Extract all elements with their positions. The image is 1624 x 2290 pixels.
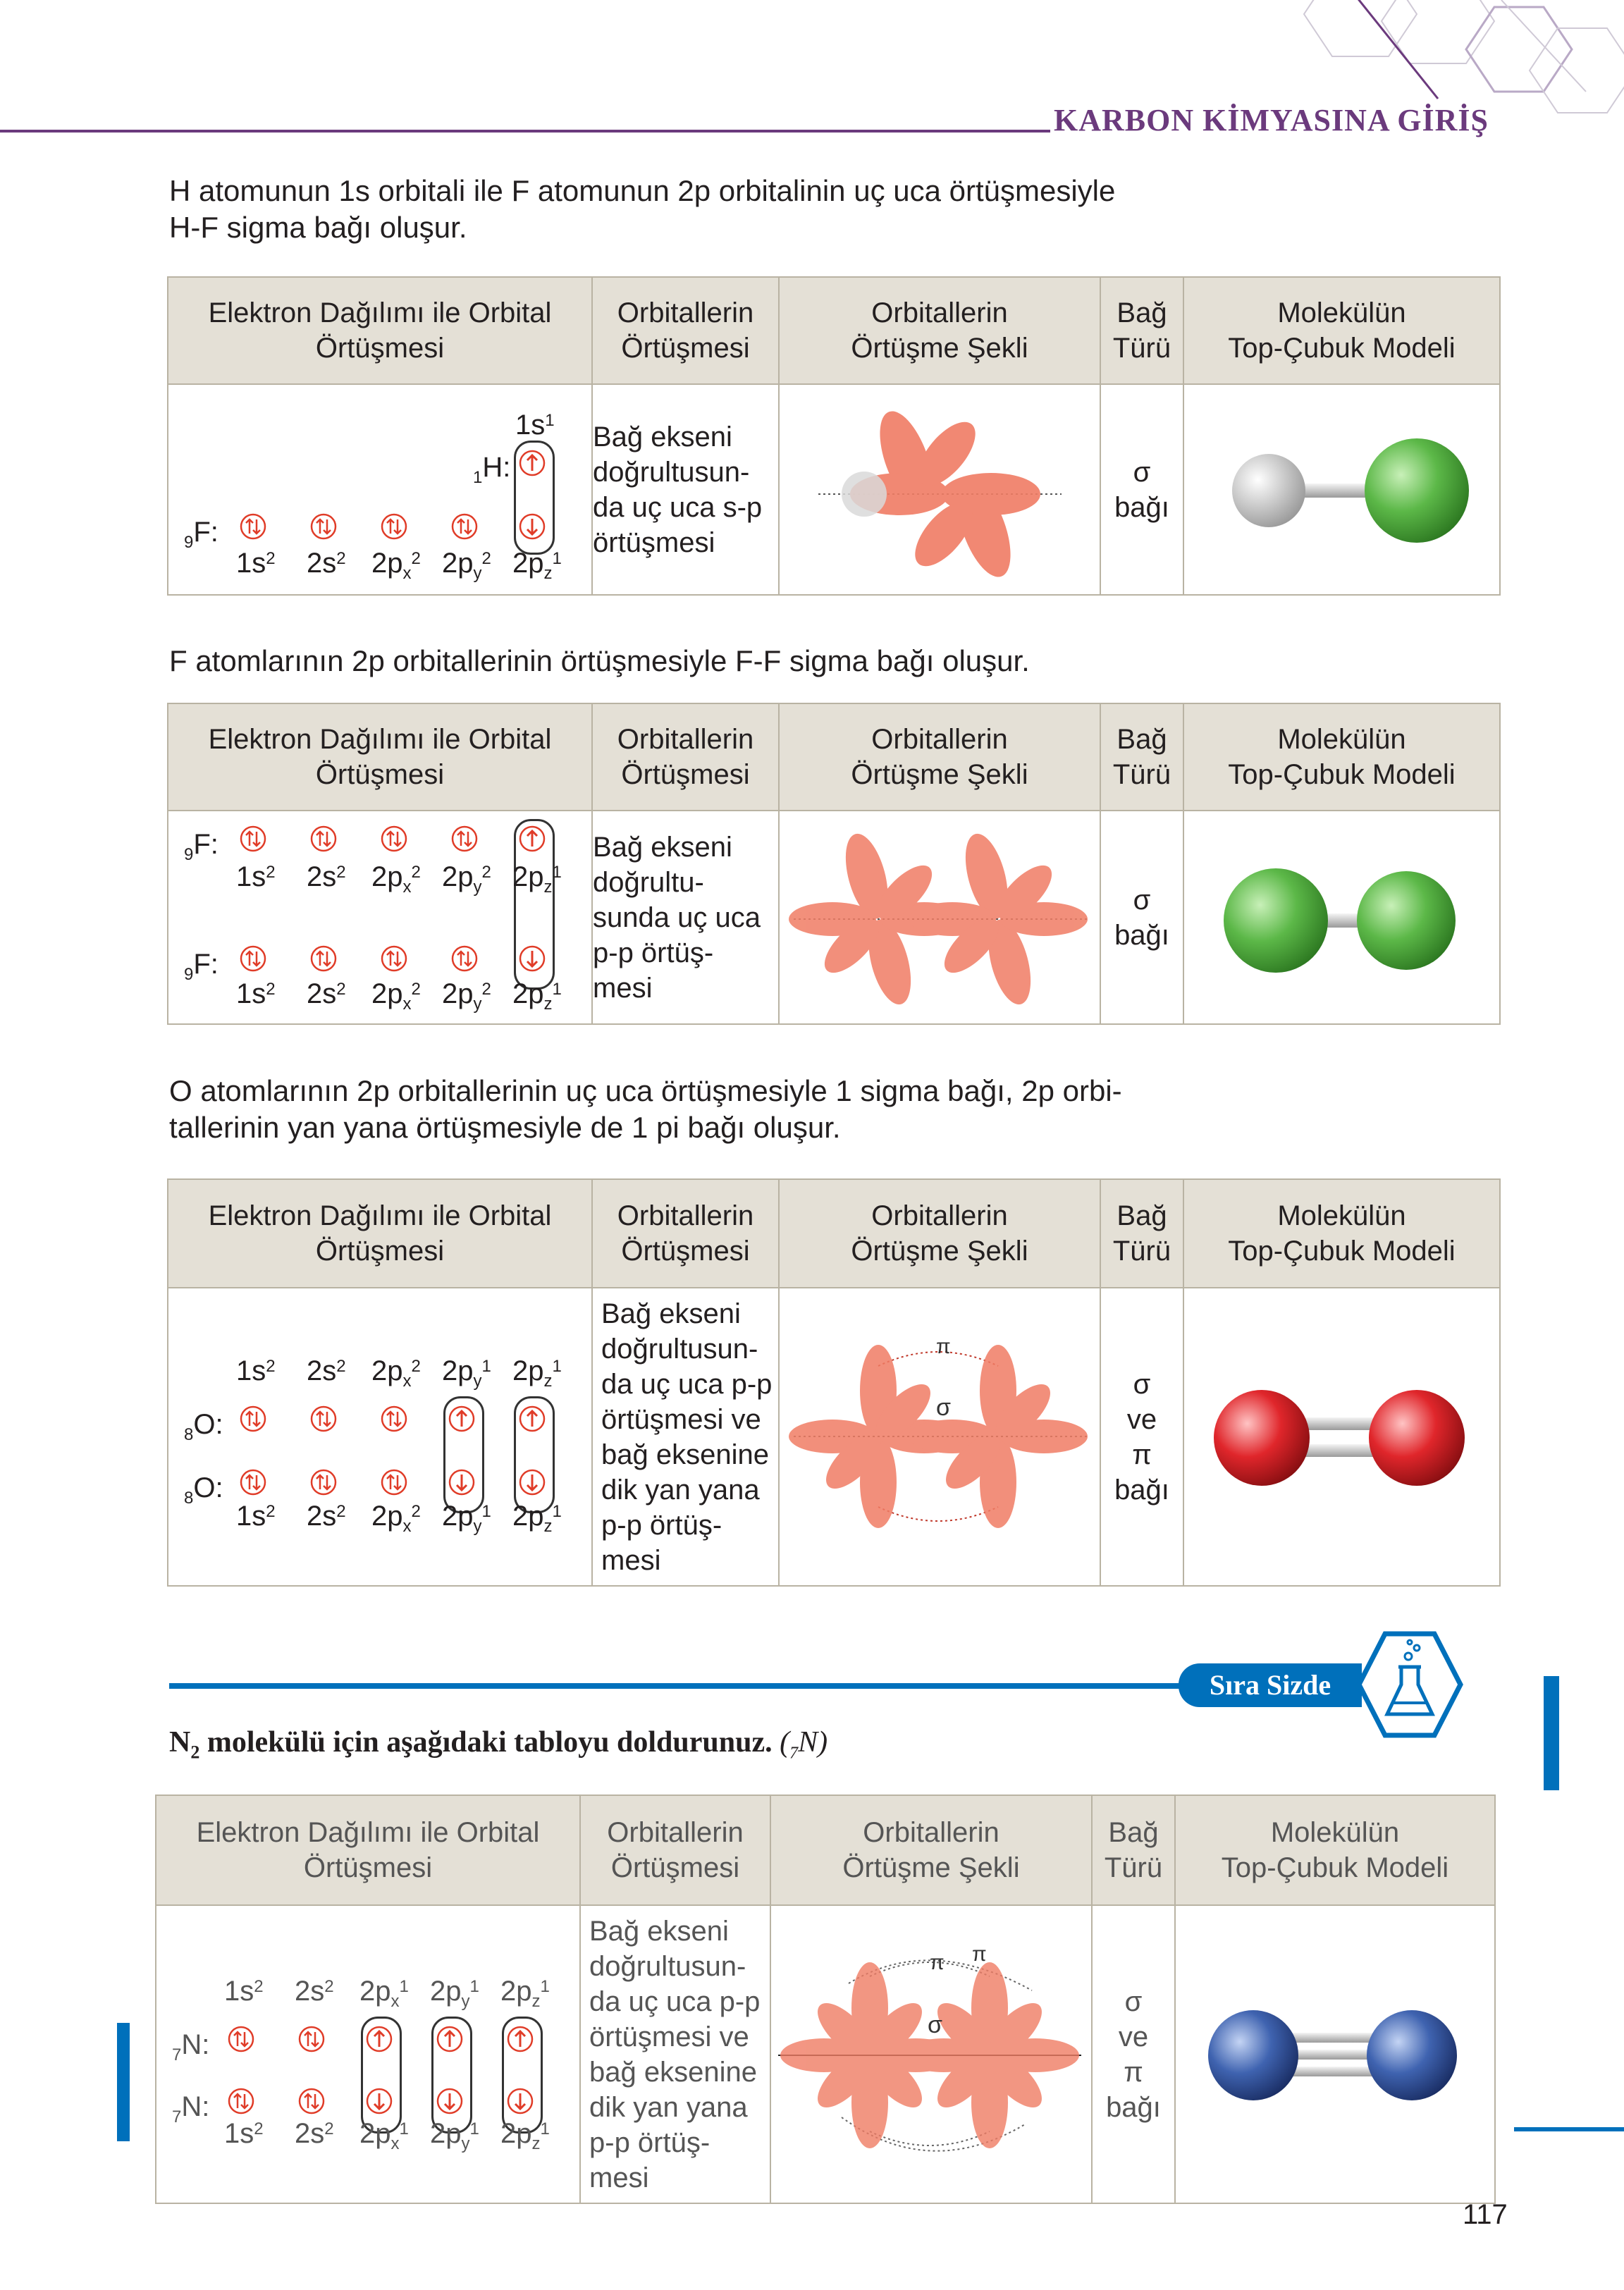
cell-overlap-desc <box>592 1288 779 1586</box>
header-model-line2: Top-Çubuk Modeli <box>1221 1852 1449 1883</box>
desc-line: örtüşmesi ve <box>589 2021 749 2052</box>
header-overlap-shape-line1: Orbitallerin <box>871 297 1008 328</box>
paired-electrons-icon <box>227 2025 255 2053</box>
desc-line: p-p örtüş- <box>589 2126 710 2158</box>
orbital-1s: $1s^2$ <box>224 2117 264 2149</box>
desc-line: örtüşmesi ve <box>601 1403 761 1435</box>
orbital-2s: $2s^2$ <box>307 861 346 892</box>
desc-line: da uç uca s-p <box>593 491 763 523</box>
header-bond-type-line2: Türü <box>1104 1852 1163 1883</box>
header-model <box>1183 703 1500 811</box>
cell-overlap-shape <box>779 811 1100 1024</box>
paired-electrons-icon <box>239 512 267 541</box>
header-bond-type <box>1092 1795 1175 1905</box>
header-model-line2: Top-Çubuk Modeli <box>1228 1236 1456 1267</box>
blue-rule-right <box>1514 2127 1624 2131</box>
table-nn <box>155 1795 1496 2204</box>
pp-overlap-diagram <box>780 811 1098 1020</box>
bond-line: ve <box>1118 2021 1149 2052</box>
header-overlap-shape-line1: Orbitallerin <box>871 724 1008 755</box>
orbital-2px: $2p_x^2$ <box>371 1500 421 1536</box>
ff-ball-stick-model <box>1184 811 1498 1020</box>
cell-overlap-desc <box>592 811 779 1024</box>
header-overlap-line2: Örtüşmesi <box>610 1852 740 1883</box>
orbital-2py: $2p_y^2$ <box>442 547 491 583</box>
desc-line: p-p örtüş- <box>601 1509 722 1541</box>
paired-electrons-icon <box>309 512 338 541</box>
s-orbital <box>842 472 887 517</box>
header-bond-type-line1: Bağ <box>1116 297 1167 328</box>
task-instruction <box>169 1725 828 1763</box>
header-overlap <box>580 1795 770 1905</box>
paired-electrons-icon <box>380 1405 408 1433</box>
desc-line: mesi <box>601 1544 661 1576</box>
paired-electrons-icon <box>239 944 267 973</box>
bond-line: bağı <box>1114 1474 1169 1506</box>
orbital-2py: $2p_y^2$ <box>442 978 491 1014</box>
paragraph-hf-line1: H atomunun 1s orbitali ile F atomunun 2p orbitalinin uç uca örtüşmesiyle <box>169 174 1116 207</box>
header-bond-type-line1: Bağ <box>1116 1200 1167 1231</box>
orbital-1s: $1s^2$ <box>236 978 276 1009</box>
orbital-2s: $2s^2$ <box>307 1500 346 1532</box>
paired-electrons-icon <box>450 944 479 973</box>
h-orbital-label: $1s^1$ <box>515 409 555 441</box>
f-atom-label-1: $_9$F: <box>184 828 219 864</box>
f-atom-label-2: $_9$F: <box>184 948 219 984</box>
header-model-line2: Top-Çubuk Modeli <box>1228 333 1456 364</box>
orbital-2px: $2p_x^2$ <box>371 978 421 1014</box>
hydrogen-atom <box>1232 454 1305 527</box>
header-model-line1: Molekülün <box>1270 1817 1400 1848</box>
arrow-down-icon <box>365 2087 393 2115</box>
cell-ball-stick-model <box>1183 384 1500 595</box>
header-overlap-line1: Orbitallerin <box>607 1817 744 1848</box>
chapter-title: KARBON KİMYASINA GİRİŞ <box>1054 103 1489 137</box>
cell-overlap-desc <box>592 384 779 595</box>
orbital-2py: $2p_y^2$ <box>442 861 491 897</box>
header-rule <box>0 130 1050 133</box>
bond-line: π <box>1124 2056 1143 2088</box>
header-overlap-shape <box>770 1795 1092 1905</box>
header-electron-config-line2: Örtüşmesi <box>315 333 445 364</box>
paragraph-oo <box>169 1073 1122 1146</box>
header-electron-config <box>168 277 592 384</box>
header-overlap-line2: Örtüşmesi <box>621 1236 750 1267</box>
desc-line: bağ eksenine <box>589 2056 757 2088</box>
hf-ball-stick-model <box>1184 385 1498 591</box>
arrow-up-icon <box>436 2025 464 2053</box>
orbital-2py: $2p_y^1$ <box>430 1975 479 2011</box>
orbital-1s: $1s^2$ <box>236 1355 276 1386</box>
desc-line: doğrultusun- <box>601 1333 758 1365</box>
blue-bracket-right <box>1544 1676 1559 1790</box>
header-overlap-shape-line2: Örtüşme Şekli <box>851 1236 1028 1267</box>
orbital-2py: $2p_y^1$ <box>442 1500 491 1536</box>
header-electron-config-line1: Elektron Dağılımı ile Orbital <box>208 724 552 755</box>
cell-bond-type <box>1092 1905 1175 2203</box>
nn-ball-stick-model <box>1176 1906 1493 2199</box>
desc-line: Bağ ekseni <box>593 421 732 453</box>
header-overlap-shape-line2: Örtüşme Şekli <box>842 1852 1020 1883</box>
task-hint: $(_7N)$ <box>780 1726 828 1763</box>
cell-overlap-shape <box>770 1905 1092 2203</box>
orbital-2px: $2p_x^1$ <box>359 2117 409 2153</box>
desc-line: doğrultusun- <box>589 1950 746 1982</box>
header-overlap <box>592 277 779 384</box>
header-overlap-line2: Örtüşmesi <box>621 759 750 790</box>
page-number: 117 <box>1463 2199 1508 2230</box>
orbital-2px: $2p_x^1$ <box>359 1975 409 2011</box>
arrow-down-icon <box>518 1468 546 1496</box>
desc-line: Bağ ekseni <box>601 1298 741 1329</box>
cell-bond-type <box>1100 811 1183 1024</box>
orbital-2s: $2s^2$ <box>295 2117 334 2149</box>
paired-electrons-icon <box>297 2087 326 2115</box>
oo-ball-stick-model <box>1184 1288 1498 1582</box>
cell-ball-stick-model <box>1175 1905 1495 2203</box>
cell-ball-stick-model <box>1183 811 1500 1024</box>
header-model <box>1183 277 1500 384</box>
header-electron-config <box>168 703 592 811</box>
bond-line: σ <box>1133 456 1151 488</box>
nitrogen-atom <box>1208 2010 1298 2100</box>
header-overlap-shape-line1: Orbitallerin <box>871 1200 1008 1231</box>
arrow-up-icon <box>365 2025 393 2053</box>
orbital-2pz: $2p_z^1$ <box>512 861 562 897</box>
bond-line: bağı <box>1114 491 1169 523</box>
paired-electrons-icon <box>380 512 408 541</box>
header-model-line1: Molekülün <box>1277 724 1406 755</box>
orbital-2px: $2p_x^2$ <box>371 861 421 897</box>
desc-line: doğrultusun- <box>593 456 750 488</box>
orbital-1s: $1s^2$ <box>236 861 276 892</box>
header-bond-type <box>1100 1179 1183 1288</box>
bond-line: bağı <box>1114 919 1169 951</box>
orbital-2pz: $2p_z^1$ <box>512 1500 562 1536</box>
bond-line: σ <box>1133 884 1151 916</box>
orbital-1s: $1s^2$ <box>236 1500 276 1532</box>
oo-overlap-diagram <box>780 1288 1098 1582</box>
header-electron-config-line2: Örtüşmesi <box>303 1852 433 1883</box>
bond-line: ve <box>1126 1403 1157 1435</box>
sp-overlap-diagram <box>780 385 1098 591</box>
arrow-down-icon <box>448 1468 476 1496</box>
pi-label: π <box>936 1335 951 1358</box>
pi-label: π <box>930 1951 945 1974</box>
fluorine-atom <box>1224 868 1328 973</box>
desc-line: Bağ ekseni <box>593 831 732 863</box>
header-overlap-shape-line2: Örtüşme Şekli <box>851 333 1028 364</box>
arrow-up-icon <box>518 825 546 853</box>
p-orbital-lobes <box>789 1345 1088 1528</box>
flask-icon <box>1353 1628 1466 1741</box>
paired-electrons-icon <box>239 1468 267 1496</box>
header-overlap-shape-line1: Orbitallerin <box>863 1817 999 1848</box>
cell-electron-config <box>168 811 592 1024</box>
orbital-2s: $2s^2$ <box>307 978 346 1009</box>
oxygen-atom <box>1369 1390 1465 1486</box>
paragraph-hf-line2: H-F sigma bağı oluşur. <box>169 211 467 244</box>
paragraph-hf <box>169 173 1115 246</box>
paragraph-oo-line1: O atomlarının 2p orbitallerinin uç uca örtüşmesiyle 1 sigma bağı, 2p orbi- <box>169 1074 1122 1107</box>
orbital-2s: $2s^2$ <box>307 547 346 579</box>
arrow-down-icon <box>506 2087 534 2115</box>
orbital-2s: $2s^2$ <box>307 1355 346 1386</box>
header-overlap-line1: Orbitallerin <box>617 1200 754 1231</box>
sira-sizde-rule <box>169 1683 1184 1689</box>
cell-electron-config <box>168 384 592 595</box>
arrow-down-icon <box>518 512 546 541</box>
header-model-line2: Top-Çubuk Modeli <box>1228 759 1456 790</box>
orbital-2px: $2p_x^2$ <box>371 547 421 583</box>
header-electron-config <box>156 1795 580 1905</box>
task-formula-sub: 2 <box>190 1742 200 1763</box>
table-ff <box>167 703 1501 1025</box>
f-atom-label: $_9$F: <box>184 516 219 552</box>
desc-line: mesi <box>593 972 653 1004</box>
header-electron-config <box>168 1179 592 1288</box>
blue-bracket-left <box>117 2023 130 2141</box>
cell-overlap-desc <box>580 1905 770 2203</box>
orbital-2py: $2p_y^1$ <box>430 2117 479 2153</box>
pi-label: π <box>972 1943 987 1966</box>
header-overlap-shape <box>779 703 1100 811</box>
arrow-up-icon <box>448 1405 476 1433</box>
cell-bond-type <box>1100 1288 1183 1586</box>
o-atom-label-1: $_8$O: <box>184 1408 223 1444</box>
header-bond-type-line1: Bağ <box>1108 1817 1159 1848</box>
header-overlap-shape-line2: Örtüşme Şekli <box>851 759 1028 790</box>
orbital-2pz: $2p_z^1$ <box>500 2117 550 2153</box>
nn-overlap-diagram <box>771 1906 1090 2199</box>
bond-line: bağı <box>1106 2091 1161 2123</box>
header-electron-config-line2: Örtüşmesi <box>315 1236 445 1267</box>
bond-line: π <box>1132 1439 1152 1470</box>
arrow-down-icon <box>518 944 546 973</box>
header-model-line1: Molekülün <box>1277 297 1406 328</box>
orbital-2s: $2s^2$ <box>295 1975 334 2007</box>
arrow-down-icon <box>436 2087 464 2115</box>
header-model <box>1175 1795 1495 1905</box>
header-model <box>1183 1179 1500 1288</box>
header-overlap-line1: Orbitallerin <box>617 724 754 755</box>
orbital-2pz: $2p_z^1$ <box>512 1355 562 1391</box>
bond-line: σ <box>1133 1368 1151 1400</box>
header-overlap-line1: Orbitallerin <box>617 297 754 328</box>
cell-overlap-shape <box>779 384 1100 595</box>
header-bond-type-line2: Türü <box>1112 333 1171 364</box>
desc-line: Bağ ekseni <box>589 1915 729 1947</box>
paired-electrons-icon <box>309 1468 338 1496</box>
header-bond-type <box>1100 703 1183 811</box>
sigma-label: σ <box>928 2012 942 2038</box>
paired-electrons-icon <box>297 2025 326 2053</box>
header-overlap <box>592 1179 779 1288</box>
nitrogen-atom <box>1367 2010 1457 2100</box>
table-oo <box>167 1178 1501 1587</box>
table-hf <box>167 276 1501 596</box>
desc-line: doğrultu- <box>593 866 704 898</box>
desc-line: da uç uca p-p <box>589 1986 761 2017</box>
paired-electrons-icon <box>227 2087 255 2115</box>
header-electron-config-line2: Örtüşmesi <box>315 759 445 790</box>
desc-line: dik yan yana <box>601 1474 760 1506</box>
header-bond-type <box>1100 277 1183 384</box>
orbital-2pz: $2p_z^1$ <box>512 547 562 583</box>
paragraph-ff: F atomlarının 2p orbitallerinin örtüşmesiyle F-F sigma bağı oluşur. <box>169 644 1030 677</box>
orbital-2px: $2p_x^2$ <box>371 1355 421 1391</box>
desc-line: dik yan yana <box>589 2091 748 2123</box>
arrow-up-icon <box>518 1405 546 1433</box>
paired-electrons-icon <box>380 944 408 973</box>
task-text: molekülü için aşağıdaki tabloyu doldurunuz. <box>207 1726 773 1759</box>
n-atom-label-1: $_7$N: <box>172 2029 210 2064</box>
paired-electrons-icon <box>309 1405 338 1433</box>
header-electron-config-line1: Elektron Dağılımı ile Orbital <box>208 1200 552 1231</box>
paired-electrons-icon <box>380 825 408 853</box>
desc-line: örtüşmesi <box>593 527 715 558</box>
paragraph-oo-line2: tallerinin yan yana örtüşmesiyle de 1 pi bağı oluşur. <box>169 1111 841 1144</box>
header-electron-config-line1: Elektron Dağılımı ile Orbital <box>208 297 552 328</box>
header-electron-config-line1: Elektron Dağılımı ile Orbital <box>196 1817 540 1848</box>
desc-line: p-p örtüş- <box>593 937 714 968</box>
n-atom-label-2: $_7$N: <box>172 2091 210 2126</box>
desc-line: mesi <box>589 2162 649 2193</box>
task-formula: N <box>169 1726 191 1759</box>
paired-electrons-icon <box>239 1405 267 1433</box>
header-bond-type-line2: Türü <box>1112 1236 1171 1267</box>
sira-sizde-label: Sıra Sizde <box>1179 1663 1362 1707</box>
paired-electrons-icon <box>450 825 479 853</box>
desc-line: da uç uca p-p <box>601 1368 773 1400</box>
fluorine-atom <box>1365 438 1469 543</box>
p-orbital-lobes <box>780 1962 1079 2148</box>
desc-line: bağ eksenine <box>601 1439 769 1470</box>
cell-electron-config <box>168 1288 592 1586</box>
orbital-2pz: $2p_z^1$ <box>500 1975 550 2011</box>
paired-electrons-icon <box>309 825 338 853</box>
header-model-line1: Molekülün <box>1277 1200 1406 1231</box>
desc-line: sunda uç uca <box>593 901 761 933</box>
orbital-2pz: $2p_z^1$ <box>512 978 562 1014</box>
bond-line: σ <box>1124 1986 1143 2017</box>
header-overlap-shape <box>779 277 1100 384</box>
header-overlap <box>592 703 779 811</box>
sigma-label: σ <box>936 1394 951 1421</box>
orbital-1s: $1s^2$ <box>224 1975 264 2007</box>
oxygen-atom <box>1214 1390 1310 1486</box>
orbital-2py: $2p_y^1$ <box>442 1355 491 1391</box>
fluorine-atom <box>1357 871 1456 970</box>
cell-overlap-shape <box>779 1288 1100 1586</box>
cell-ball-stick-model <box>1183 1288 1500 1586</box>
cell-electron-config <box>156 1905 580 2203</box>
o-atom-label-2: $_8$O: <box>184 1472 223 1508</box>
arrow-up-icon <box>518 449 546 477</box>
paired-electrons-icon <box>309 944 338 973</box>
header-bond-type-line2: Türü <box>1112 759 1171 790</box>
cell-bond-type <box>1100 384 1183 595</box>
paired-electrons-icon <box>239 825 267 853</box>
p-orbital-lobes <box>789 830 1088 1009</box>
arrow-up-icon <box>506 2025 534 2053</box>
paired-electrons-icon <box>380 1468 408 1496</box>
orbital-1s: $1s^2$ <box>236 547 276 579</box>
paired-electrons-icon <box>450 512 479 541</box>
header-overlap-line2: Örtüşmesi <box>621 333 750 364</box>
header-bond-type-line1: Bağ <box>1116 724 1167 755</box>
header-overlap-shape <box>779 1179 1100 1288</box>
h-atom-label: $_1$H: <box>473 451 511 487</box>
